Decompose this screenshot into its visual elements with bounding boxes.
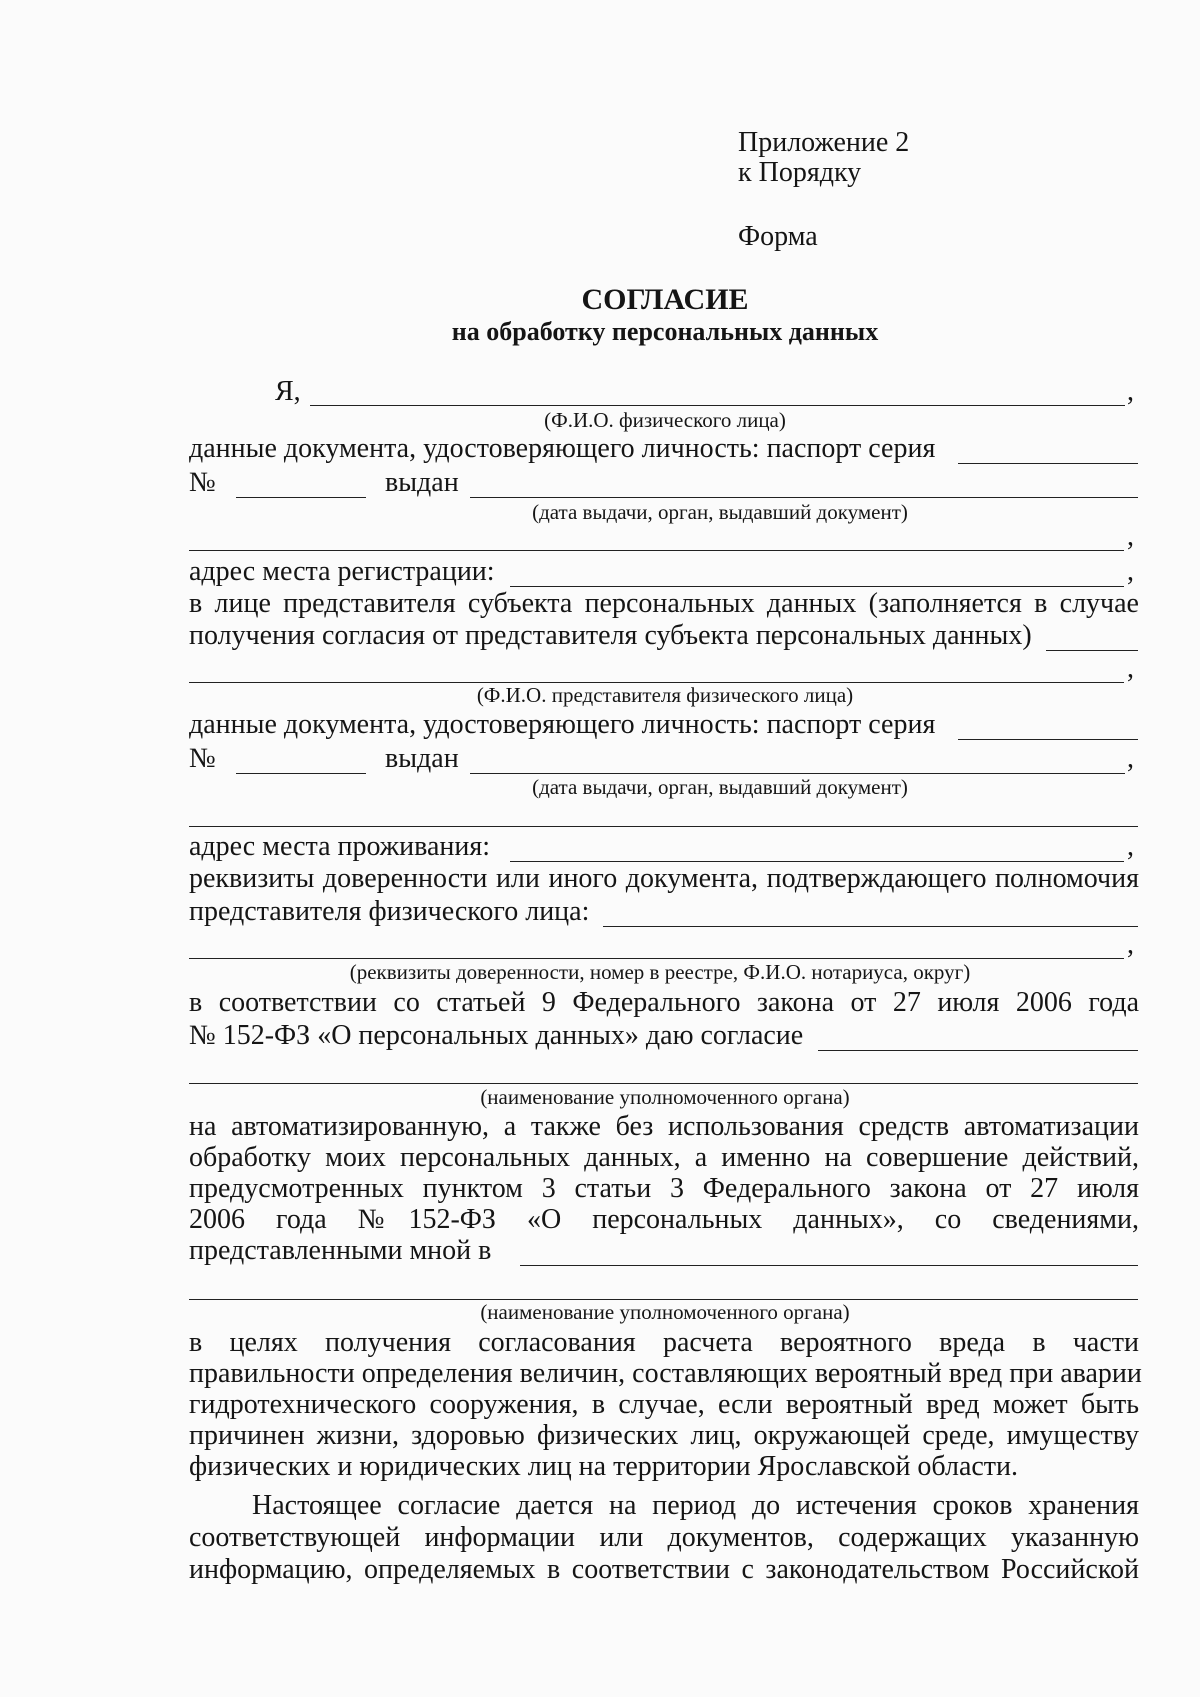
- comma: ,: [1127, 831, 1134, 862]
- caption-proxy: (реквизиты доверенности, номер в реестре, Ф.И.О. нотариуса, округ): [349, 960, 971, 984]
- number-sign: №: [189, 467, 216, 498]
- registration-address-line[interactable]: [510, 586, 1124, 587]
- period-text-line-2: соответствующей информации или документов, содержащих указанную: [189, 1522, 1139, 1553]
- purpose-text-line-5: физических и юридических лиц на территории Ярославской области.: [189, 1451, 1019, 1482]
- order-reference: к Порядку: [738, 157, 862, 188]
- issued-continuation-line[interactable]: [189, 550, 1124, 551]
- comma: ,: [1127, 743, 1134, 774]
- caption-rep-issued: (дата выдачи, орган, выдавший документ): [532, 775, 908, 799]
- caption-authority: (наименование уполномоченного органа): [480, 1085, 850, 1109]
- proxy-text-line-1: реквизиты доверенности или иного документа, подтверждающего полномочия: [189, 863, 1139, 894]
- auto-text-line-2: обработку моих персональных данных, а именно на совершение действий,: [189, 1142, 1139, 1173]
- proxy-details-line[interactable]: [603, 926, 1138, 927]
- issued-label: выдан: [385, 467, 459, 498]
- purpose-text-line-1: в целях получения согласования расчета вероятного вреда в части: [189, 1327, 1139, 1358]
- rep-issued-continuation-line[interactable]: [189, 826, 1138, 827]
- period-text-line-3: информацию, определяемых в соответствии с законодательством Российской: [189, 1554, 1139, 1585]
- comma: ,: [1127, 653, 1134, 684]
- rep-passport-data-label: данные документа, удостоверяющего личность: паспорт серия: [189, 709, 936, 740]
- issued-by-line[interactable]: [470, 497, 1138, 498]
- auto-text-line-1: на автоматизированную, а также без использования средств автоматизации: [189, 1111, 1139, 1142]
- comma: ,: [1127, 376, 1134, 407]
- rep-passport-series-line[interactable]: [958, 739, 1138, 740]
- caption-fio: (Ф.И.О. физического лица): [544, 408, 786, 432]
- submitted-to-line[interactable]: [520, 1265, 1138, 1266]
- representative-line-end[interactable]: [1046, 650, 1138, 651]
- caption-representative-fio: (Ф.И.О. представителя физического лица): [476, 683, 854, 707]
- rep-issued-by-line[interactable]: [470, 773, 1125, 774]
- i-label: Я,: [275, 376, 301, 407]
- passport-series-line[interactable]: [958, 463, 1138, 464]
- document-title: СОГЛАСИЕ: [581, 283, 749, 316]
- law-text-line-2: № 152-ФЗ «О персональных данных» даю согласие: [189, 1020, 804, 1051]
- residence-address-line[interactable]: [510, 861, 1124, 862]
- auto-text-line-3: предусмотренных пунктом 3 статьи 3 Федерального закона от 27 июля: [189, 1173, 1139, 1204]
- law-text-line-1: в соответствии со статьей 9 Федерального закона от 27 июля 2006 года: [189, 987, 1139, 1018]
- comma: ,: [1127, 556, 1134, 587]
- representative-text-line-2: получения согласия от представителя субъекта персональных данных): [189, 620, 1032, 651]
- appendix-label: Приложение 2: [738, 127, 910, 158]
- proxy-text-line-2: представителя физического лица:: [189, 896, 590, 927]
- number-sign: №: [189, 743, 216, 774]
- purpose-text-line-4: причинен жизни, здоровью физических лиц, окружающей среде, имуществу: [189, 1420, 1139, 1451]
- auto-text-line-4: 2006 года №152-ФЗ «О персональных данных», со сведениями,: [189, 1204, 1139, 1235]
- residence-address-label: адрес места проживания:: [189, 831, 491, 862]
- passport-number-line[interactable]: [236, 497, 366, 498]
- form-label: Форма: [738, 221, 818, 252]
- period-text-line-1: Настоящее согласие дается на период до истечения сроков хранения: [252, 1490, 1139, 1521]
- consent-authority-line[interactable]: [818, 1050, 1138, 1051]
- consent-authority-continuation-line[interactable]: [189, 1083, 1138, 1084]
- registration-address-label: адрес места регистрации:: [189, 556, 495, 587]
- purpose-text-line-2: правильности определения величин, составляющих вероятный вред при аварии: [189, 1358, 1142, 1389]
- rep-passport-number-line[interactable]: [236, 773, 366, 774]
- caption-authority-2: (наименование уполномоченного органа): [480, 1300, 850, 1324]
- auto-text-line-5: представленными мной в: [189, 1235, 492, 1266]
- caption-issued: (дата выдачи, орган, выдавший документ): [532, 500, 908, 524]
- comma: ,: [1127, 521, 1134, 552]
- proxy-details-continuation-line[interactable]: [189, 958, 1124, 959]
- representative-text-line-1: в лице представителя субъекта персональных данных (заполняется в случае: [189, 588, 1139, 619]
- issued-label: выдан: [385, 743, 459, 774]
- purpose-text-line-3: гидротехнического сооружения, в случае, если вероятный вред может быть: [189, 1389, 1139, 1420]
- document-subtitle: на обработку персональных данных: [451, 317, 879, 346]
- comma: ,: [1127, 929, 1134, 960]
- passport-data-label: данные документа, удостоверяющего личность: паспорт серия: [189, 433, 936, 464]
- fio-field-line[interactable]: [310, 405, 1125, 406]
